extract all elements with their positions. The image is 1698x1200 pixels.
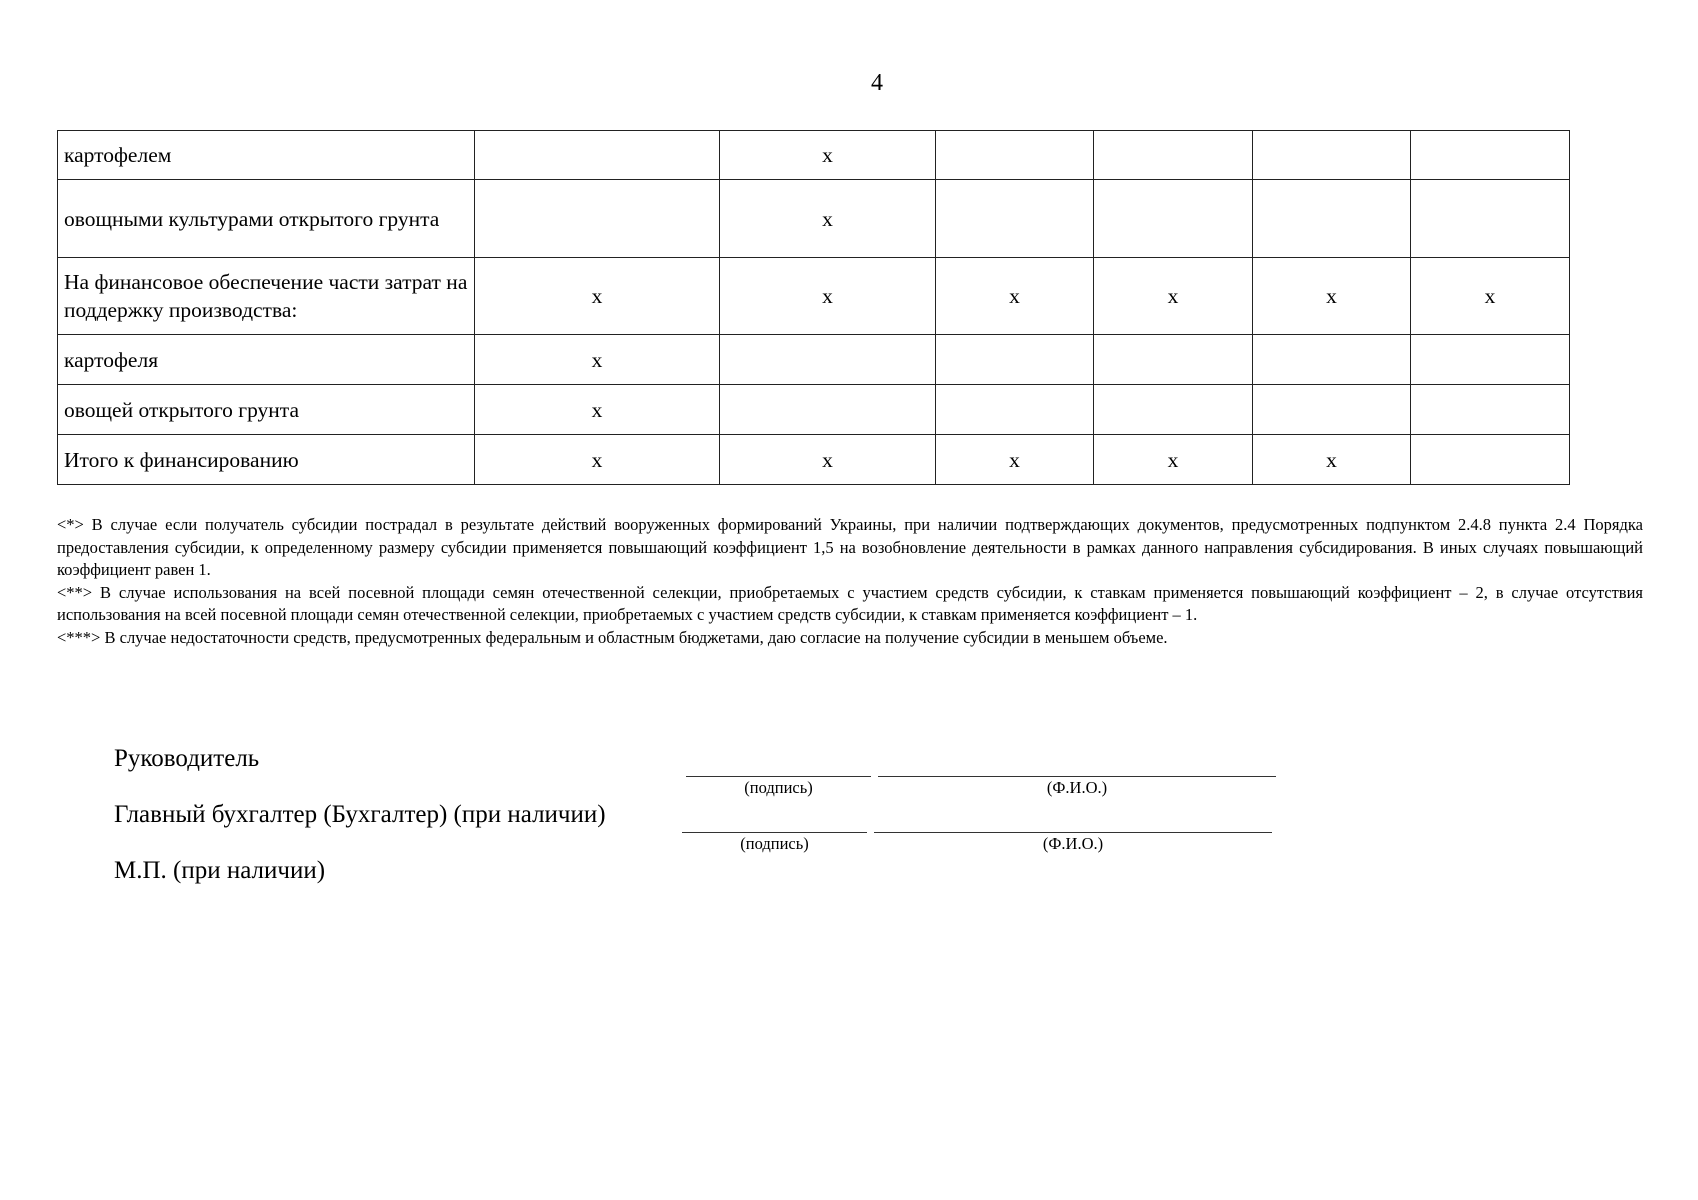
footnote: <*> В случае если получатель субсидии пострадал в результате действий вооруженных формирований Украины, при наличии подтверждающих документов, предусмотренных подпунктом 2.4.8 пункта 2.4 Порядка предоставления субсидии, к определенному размеру субсидии применяется повышающий коэффициент 1,5 на возобновление деятельности в рамках данного направления субсидирования. В иных случаях повышающий коэффициент равен 1. — [57, 515, 1643, 579]
head-name-line — [878, 776, 1276, 777]
table-cell — [936, 131, 1094, 180]
row-label: овощей открытого грунта — [58, 385, 475, 435]
table-row — [58, 435, 1570, 485]
table-cell — [936, 385, 1094, 435]
page-number: 4 — [871, 70, 883, 96]
accountant-signature-line — [682, 832, 867, 833]
stamp-label: М.П. (при наличии) — [114, 857, 326, 884]
table-cell — [936, 335, 1094, 385]
table-cell: x — [1253, 258, 1411, 335]
table-cell — [936, 180, 1094, 258]
table-cell — [1253, 335, 1411, 385]
table-cell: x — [475, 258, 720, 335]
table-cell: x — [475, 335, 720, 385]
accountant-name-caption: (Ф.И.О.) — [1042, 834, 1104, 853]
row-label: овощными культурами открытого грунта — [58, 180, 475, 258]
table-cell: x — [1094, 435, 1253, 485]
table-cell: x — [1253, 435, 1411, 485]
table-cell: x — [475, 435, 720, 485]
table-row — [58, 180, 1570, 258]
row-label: картофелем — [58, 131, 475, 180]
table-cell — [1253, 131, 1411, 180]
table-cell: x — [720, 131, 936, 180]
table-cell: x — [936, 258, 1094, 335]
table-cell — [475, 131, 720, 180]
subsidy-table — [57, 130, 1570, 485]
table-cell: x — [720, 435, 936, 485]
table-cell — [1094, 131, 1253, 180]
accountant-signature-caption: (подпись) — [740, 834, 809, 853]
row-label: Итого к финансированию — [58, 435, 475, 485]
table-row — [58, 258, 1570, 335]
table-cell — [720, 335, 936, 385]
table-cell — [1411, 385, 1570, 435]
table-cell — [1094, 180, 1253, 258]
table-cell: x — [1094, 258, 1253, 335]
table-cell — [1411, 435, 1570, 485]
table-cell — [1094, 335, 1253, 385]
table-cell: x — [720, 258, 936, 335]
table-row — [58, 131, 1570, 180]
head-name-caption: (Ф.И.О.) — [1046, 778, 1108, 797]
table-cell: x — [936, 435, 1094, 485]
table-cell — [1411, 335, 1570, 385]
table-cell — [1094, 385, 1253, 435]
table-cell — [1253, 385, 1411, 435]
table-cell — [475, 180, 720, 258]
table-row — [58, 385, 1570, 435]
table-cell — [1253, 180, 1411, 258]
footnote: <**> В случае использования на всей посевной площади семян отечественной селекции, приобретаемых с участием средств субсидии, к ставкам применяется повышающий коэффициент – 2, в случае отсутствия использования на всей посевной площади семян отечественной селекции, приобретаемых с участием средств субсидии, к ставкам применяется коэффициент – 1. — [57, 582, 1643, 624]
table-cell: x — [475, 385, 720, 435]
table-cell — [1411, 180, 1570, 258]
row-label: картофеля — [58, 335, 475, 385]
head-signature-line — [686, 776, 871, 777]
head-signature-caption: (подпись) — [744, 778, 813, 797]
table-cell: x — [1411, 258, 1570, 335]
table-cell — [1411, 131, 1570, 180]
accountant-name-line — [874, 832, 1272, 833]
accountant-label: Главный бухгалтер (Бухгалтер) (при наличии) — [114, 801, 606, 828]
table-row — [58, 335, 1570, 385]
footnotes — [57, 514, 1643, 649]
row-label: На финансовое обеспечение части затрат на поддержку производства: — [58, 258, 475, 335]
table-cell: x — [720, 180, 936, 258]
head-label: Руководитель — [114, 745, 260, 772]
table-cell — [720, 385, 936, 435]
footnote: <***> В случае недостаточности средств, предусмотренных федеральным и областным бюджетами, даю согласие на получение субсидии в меньшем объеме. — [57, 627, 1168, 647]
